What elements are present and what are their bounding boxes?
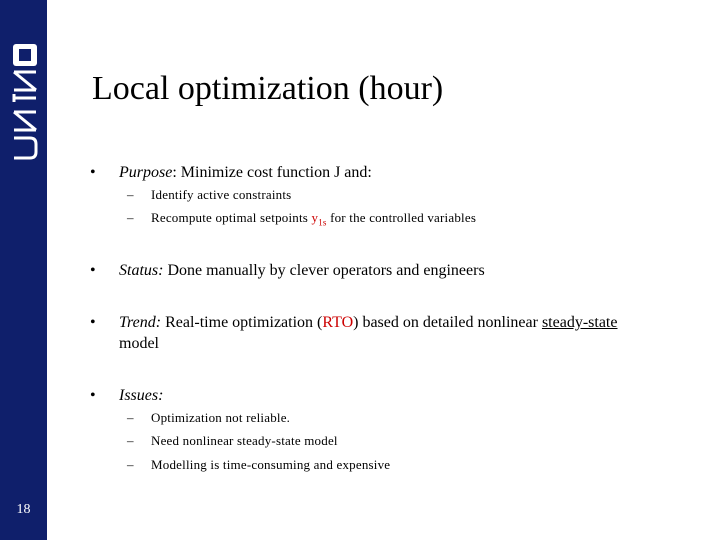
- purpose-subitem-1-text: Identify active constraints: [151, 187, 292, 202]
- issues-subitem-2-text: Need nonlinear steady-state model: [151, 433, 338, 448]
- purpose-text: : Minimize cost function J and:: [172, 164, 372, 181]
- sidebar: [0, 0, 47, 540]
- bullet-purpose-text: [119, 162, 699, 183]
- bullet-trend-text: Trend: Real-time optimization (RTO) based on detailed nonlinear steady-state model: [119, 314, 618, 352]
- dash-icon: –: [127, 457, 134, 472]
- bullet-issues-text: [119, 385, 699, 406]
- bullet-icon: •: [90, 314, 96, 331]
- purpose-label: Purpose: [119, 164, 173, 181]
- bullet-icon: •: [90, 164, 96, 181]
- issues-subitem-3-text: Modelling is time-consuming and expensive: [151, 457, 391, 472]
- dash-icon: –: [127, 210, 134, 225]
- purpose-subitem-2-tail: for the controlled variables: [330, 210, 477, 225]
- rto-acronym: RTO: [322, 314, 354, 331]
- dash-icon: –: [127, 410, 134, 425]
- purpose-subitem-2-text: [151, 209, 476, 232]
- trend-label: Trend:: [119, 314, 162, 331]
- status-label: Status:: [119, 262, 164, 279]
- dash-icon: –: [127, 433, 134, 448]
- setpoint-variable: $y_{1s}$: [311, 210, 327, 228]
- steady-state-term: steady-state: [541, 314, 618, 331]
- ntnu-logo-icon: [0, 38, 47, 178]
- bullet-icon: •: [90, 262, 96, 279]
- dash-icon: –: [127, 187, 134, 202]
- status-text: Done manually by clever operators and engineers: [163, 262, 485, 279]
- page-number: 18: [16, 502, 31, 517]
- bullet-icon: •: [90, 387, 96, 404]
- purpose-subitem-2-lead: Recompute optimal setpoints: [151, 210, 309, 225]
- bullet-status-text: [119, 260, 699, 281]
- issues-label: Issues:: [119, 387, 164, 404]
- issues-subitem-1-text: Optimization not reliable.: [151, 410, 291, 425]
- slide-title: Local optimization (hour): [92, 70, 444, 107]
